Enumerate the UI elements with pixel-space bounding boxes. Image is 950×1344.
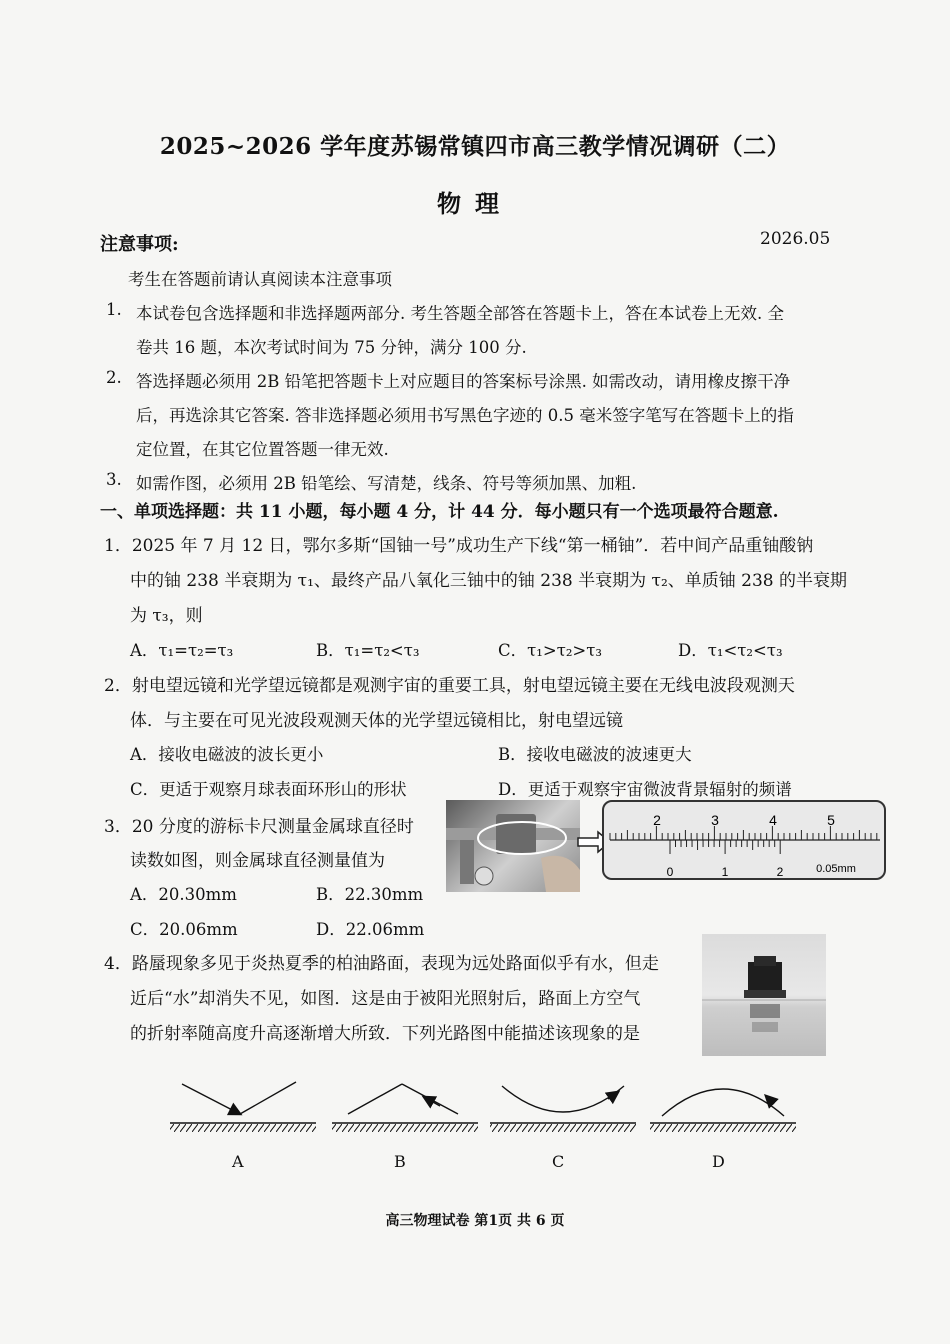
diagram-b: [332, 1084, 478, 1132]
main-scale-label: 2: [653, 812, 661, 828]
q2-option-b: B．接收电磁波的波速更大: [498, 745, 692, 764]
exam-title: 2025~2026 学年度苏锡常镇四市高三教学情况调研（二）: [159, 133, 791, 160]
q1-option-d: D．τ₁<τ₂<τ₃: [678, 641, 783, 660]
caliper-photo: [446, 800, 580, 892]
vernier-scale-label: 1: [721, 865, 729, 878]
diagram-label-a: A: [232, 1152, 244, 1171]
notice-item-text: 如需作图，必须用 2B 铅笔绘、写清楚，线条、符号等须加黑、加粗.: [136, 474, 637, 493]
question-4-line: 近后“水”却消失不见，如图．这是由于被阳光照射后，路面上方空气: [130, 989, 641, 1009]
vernier-scale-label: 0: [666, 865, 674, 878]
main-scale-label: 4: [769, 812, 777, 828]
notice-intro: 考生在答题前请认真阅读本注意事项: [128, 270, 392, 289]
notice-item-number: 3.: [106, 470, 122, 489]
light-path-diagrams: [168, 1068, 808, 1138]
question-2-line: 2．射电望远镜和光学望远镜都是观测宇宙的重要工具，射电望远镜主要在无线电波段观测天: [104, 676, 795, 696]
question-4-line: 4．路蜃现象多见于炎热夏季的柏油路面，表现为远处路面似乎有水，但走: [104, 954, 659, 974]
question-1-line: 1．2025 年 7 月 12 日，鄂尔多斯“国铀一号”成功生产下线“第一桶铀”．若中间产品重铀酸钠: [104, 536, 814, 556]
page-footer: 高三物理试卷 第1页 共 6 页: [385, 1213, 565, 1229]
notice-item-text: 本试卷包含选择题和非选择题两部分. 考生答题全部答在答题卡上，答在本试卷上无效. 全: [136, 304, 784, 323]
q2-option-a: A．接收电磁波的波长更小: [130, 745, 324, 764]
question-1-line: 为 τ₃，则: [130, 606, 203, 626]
q3-option-b: B．22.30mm: [316, 885, 424, 904]
q3-option-a: A．20.30mm: [130, 885, 237, 904]
q2-option-d: D．更适于观察宇宙微波背景辐射的频谱: [498, 780, 792, 799]
notice-heading: 注意事项:: [100, 234, 179, 255]
q2-option-c: C．更适于观察月球表面环形山的形状: [130, 780, 407, 799]
q3-option-c: C．20.06mm: [130, 920, 238, 939]
vernier-scale: [602, 800, 886, 880]
question-2-line: 体．与主要在可见光波段观测天体的光学望远镜相比，射电望远镜: [130, 711, 623, 731]
mirage-photo: [702, 934, 826, 1056]
question-3-line: 3．20 分度的游标卡尺测量金属球直径时: [104, 817, 414, 837]
q1-option-a: A．τ₁=τ₂=τ₃: [130, 641, 234, 660]
subject-title: 物理: [437, 189, 513, 218]
vernier-scale-label: 2: [776, 865, 784, 878]
diagram-d: [650, 1089, 796, 1132]
diagram-a: [170, 1082, 316, 1132]
notice-item-text: 卷共 16 题，本次考试时间为 75 分钟，满分 100 分.: [136, 338, 527, 357]
notice-item-text: 答选择题必须用 2B 铅笔把答题卡上对应题目的答案标号涂黑. 如需改动，请用橡皮擦干净: [136, 372, 791, 391]
question-3-line: 读数如图，则金属球直径测量值为: [130, 851, 385, 871]
main-scale-label: 5: [827, 812, 835, 828]
diagram-label-b: B: [394, 1152, 406, 1171]
exam-date: 2026.05: [760, 229, 831, 249]
diagram-label-d: D: [712, 1152, 725, 1171]
q1-option-b: B．τ₁=τ₂<τ₃: [316, 641, 420, 660]
question-1-line: 中的铀 238 半衰期为 τ₁、最终产品八氧化三铀中的铀 238 半衰期为 τ₂、单质铀 238 的半衰期: [130, 571, 848, 591]
precision-label: 0.05mm: [816, 863, 856, 875]
section-heading: 一、单项选择题：共 11 小题，每小题 4 分，计 44 分．每小题只有一个选项最符合题意.: [100, 502, 779, 522]
q1-option-c: C．τ₁>τ₂>τ₃: [498, 641, 603, 660]
diagram-c: [490, 1086, 636, 1132]
main-scale-label: 3: [711, 812, 719, 828]
notice-item-number: 1.: [106, 300, 122, 319]
question-4-line: 的折射率随高度升高逐渐增大所致．下列光路图中能描述该现象的是: [130, 1024, 640, 1044]
notice-item-number: 2.: [106, 368, 122, 387]
q3-option-d: D．22.06mm: [316, 920, 425, 939]
notice-item-text: 定位置，在其它位置答题一律无效.: [136, 440, 389, 459]
notice-item-text: 后，再选涂其它答案. 答非选择题必须用书写黑色字迹的 0.5 毫米签字笔写在答题卡上的指: [136, 406, 794, 425]
diagram-label-c: C: [552, 1152, 565, 1171]
